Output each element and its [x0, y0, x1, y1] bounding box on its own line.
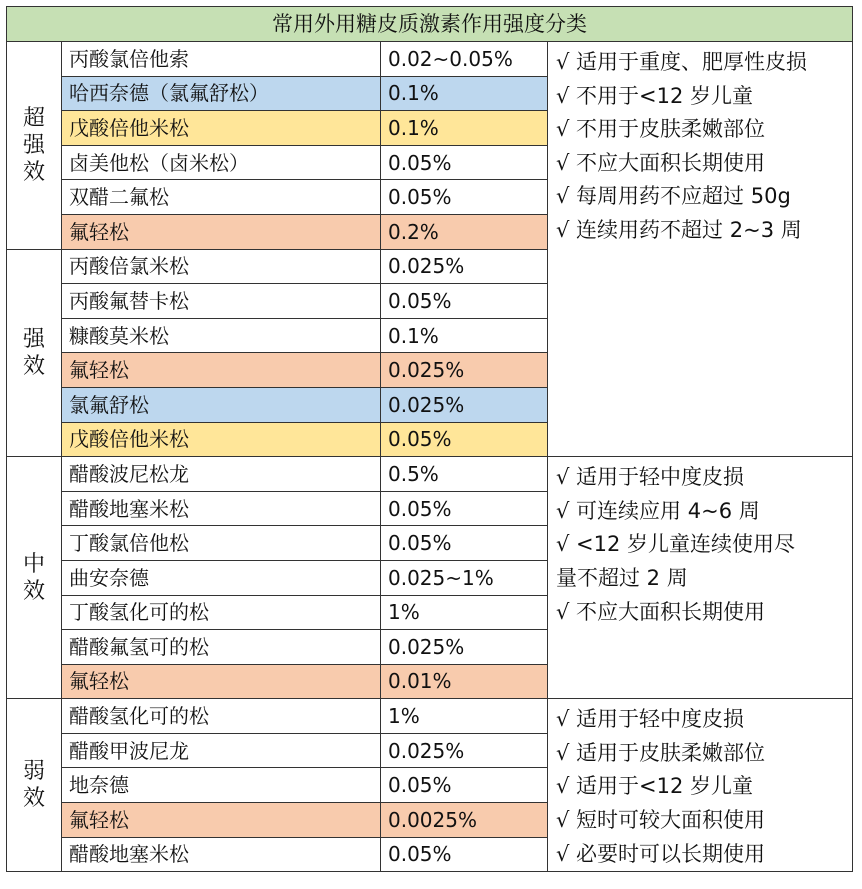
drug-concentration: 0.05% — [381, 491, 548, 526]
category-cell-medium: 中 效 — [7, 457, 62, 699]
drug-name: 醋酸甲波尼龙 — [62, 733, 381, 768]
drug-name: 糠酸莫米松 — [62, 318, 381, 353]
category-cell-potent: 强 效 — [7, 249, 62, 457]
drug-name: 丙酸氟替卡松 — [62, 284, 381, 319]
drug-concentration: 0.1% — [381, 318, 548, 353]
drug-concentration: 0.05% — [381, 768, 548, 803]
drug-name: 丙酸氯倍他索 — [62, 42, 381, 77]
drug-name: 戊酸倍他米松 — [62, 111, 381, 146]
notes-super-potent: √ 适用于重度、肥厚性皮损 √ 不用于<12 岁儿童 √ 不用于皮肤柔嫩部位 √ 不应大面积长期使用 √ 每周用药不应超过 50g √ 连续用药不超过 2~3 周 — [548, 42, 853, 457]
drug-name: 哈西奈德（氯氟舒松） — [62, 76, 381, 111]
drug-concentration: 0.05% — [381, 837, 548, 872]
table-row — [7, 457, 853, 492]
drug-concentration: 0.025% — [381, 630, 548, 665]
drug-name: 氟轻松 — [62, 664, 381, 699]
drug-concentration: 1% — [381, 595, 548, 630]
potency-table — [6, 6, 853, 872]
category-cell-super-potent: 超 强 效 — [7, 42, 62, 250]
drug-concentration: 0.0025% — [381, 803, 548, 838]
drug-name: 氯氟舒松 — [62, 387, 381, 422]
drug-concentration: 1% — [381, 699, 548, 734]
drug-name: 氟轻松 — [62, 803, 381, 838]
drug-concentration: 0.05% — [381, 526, 548, 561]
drug-concentration: 0.05% — [381, 180, 548, 215]
drug-name: 丙酸倍氯米松 — [62, 249, 381, 284]
drug-concentration: 0.025% — [381, 387, 548, 422]
drug-name: 醋酸氢化可的松 — [62, 699, 381, 734]
drug-concentration: 0.025~1% — [381, 560, 548, 595]
drug-concentration: 0.1% — [381, 76, 548, 111]
category-cell-weak: 弱 效 — [7, 699, 62, 872]
drug-concentration: 0.05% — [381, 422, 548, 457]
drug-concentration: 0.02~0.05% — [381, 42, 548, 77]
drug-concentration: 0.05% — [381, 284, 548, 319]
drug-name: 曲安奈德 — [62, 560, 381, 595]
drug-concentration: 0.025% — [381, 353, 548, 388]
drug-concentration: 0.2% — [381, 214, 548, 249]
table-row — [7, 699, 853, 734]
drug-concentration: 0.025% — [381, 733, 548, 768]
drug-name: 氟轻松 — [62, 214, 381, 249]
drug-concentration: 0.025% — [381, 249, 548, 284]
drug-name: 双醋二氟松 — [62, 180, 381, 215]
drug-name: 戊酸倍他米松 — [62, 422, 381, 457]
drug-name: 丁酸氢化可的松 — [62, 595, 381, 630]
drug-name: 地奈德 — [62, 768, 381, 803]
drug-name: 醋酸地塞米松 — [62, 837, 381, 872]
drug-concentration: 0.01% — [381, 664, 548, 699]
table-row — [7, 42, 853, 77]
drug-concentration: 0.1% — [381, 111, 548, 146]
drug-name: 丁酸氯倍他松 — [62, 526, 381, 561]
drug-name: 卤美他松（卤米松） — [62, 145, 381, 180]
notes-medium: √ 适用于轻中度皮损 √ 可连续应用 4~6 周 √ <12 岁儿童连续使用尽 量不超过 2 周 √ 不应大面积长期使用 — [548, 457, 853, 699]
drug-concentration: 0.5% — [381, 457, 548, 492]
drug-name: 醋酸地塞米松 — [62, 491, 381, 526]
drug-name: 氟轻松 — [62, 353, 381, 388]
table-title: 常用外用糖皮质激素作用强度分类 — [7, 7, 853, 42]
drug-name: 醋酸氟氢可的松 — [62, 630, 381, 665]
notes-weak: √ 适用于轻中度皮损 √ 适用于皮肤柔嫩部位 √ 适用于<12 岁儿童 √ 短时可较大面积使用 √ 必要时可以长期使用 — [548, 699, 853, 872]
drug-concentration: 0.05% — [381, 145, 548, 180]
drug-name: 醋酸波尼松龙 — [62, 457, 381, 492]
